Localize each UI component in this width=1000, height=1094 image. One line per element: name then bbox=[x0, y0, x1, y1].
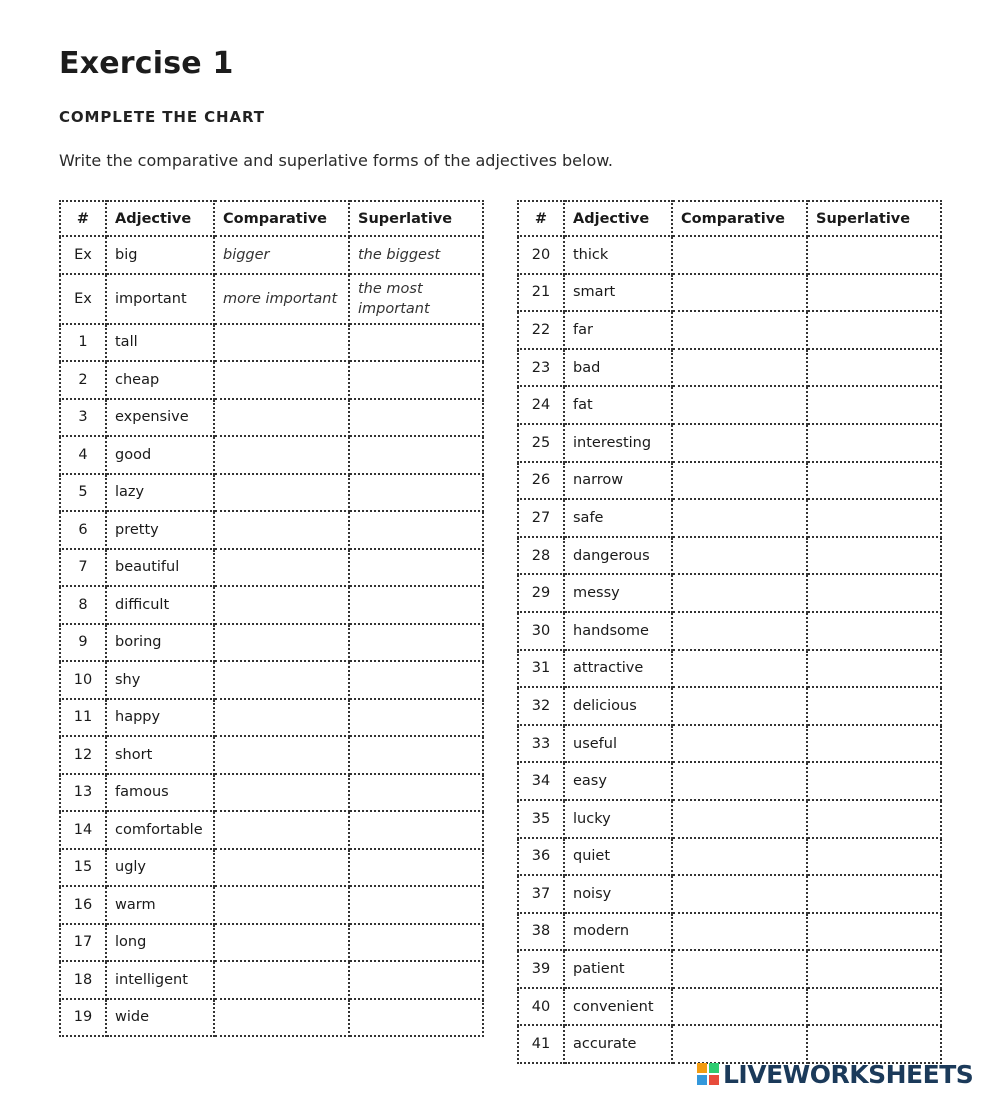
superlative-input[interactable] bbox=[807, 537, 941, 575]
adjective-cell: bad bbox=[564, 349, 672, 387]
header-row bbox=[518, 201, 941, 236]
superlative-input[interactable] bbox=[807, 650, 941, 688]
superlative-input[interactable] bbox=[349, 774, 483, 812]
table-row bbox=[60, 736, 483, 774]
row-number: 20 bbox=[518, 236, 564, 274]
comparative-input[interactable] bbox=[214, 736, 349, 774]
table-row bbox=[60, 886, 483, 924]
adjective-cell: boring bbox=[106, 624, 214, 662]
adjective-cell: narrow bbox=[564, 462, 672, 500]
adjective-cell: delicious bbox=[564, 687, 672, 725]
table-row bbox=[60, 436, 483, 474]
comparative-input[interactable] bbox=[672, 574, 807, 612]
comparative-input[interactable] bbox=[672, 424, 807, 462]
page-title: Exercise 1 bbox=[59, 46, 234, 81]
comparative-input[interactable] bbox=[672, 950, 807, 988]
comparative-input[interactable] bbox=[672, 612, 807, 650]
column-header-comparative: Comparative bbox=[214, 201, 349, 236]
superlative-input[interactable] bbox=[349, 324, 483, 362]
table-row bbox=[60, 811, 483, 849]
row-number: 14 bbox=[60, 811, 106, 849]
liveworksheets-logo bbox=[697, 1058, 973, 1090]
comparative-answer: more important bbox=[214, 274, 349, 324]
table-row bbox=[518, 762, 941, 800]
superlative-input[interactable] bbox=[349, 436, 483, 474]
table-row bbox=[518, 875, 941, 913]
adjective-chart-left bbox=[59, 200, 484, 1037]
row-number: 30 bbox=[518, 612, 564, 650]
superlative-input[interactable] bbox=[349, 549, 483, 587]
column-header-num: # bbox=[518, 201, 564, 236]
row-number: 4 bbox=[60, 436, 106, 474]
adjective-cell: messy bbox=[564, 574, 672, 612]
row-number: 21 bbox=[518, 274, 564, 312]
table-row bbox=[518, 386, 941, 424]
table-row bbox=[518, 838, 941, 876]
row-number: 37 bbox=[518, 875, 564, 913]
row-number: 5 bbox=[60, 474, 106, 512]
adjective-cell: intelligent bbox=[106, 961, 214, 999]
adjective-cell: accurate bbox=[564, 1025, 672, 1063]
column-header-superlative: Superlative bbox=[349, 201, 483, 236]
adjective-cell: attractive bbox=[564, 650, 672, 688]
table-row bbox=[60, 361, 483, 399]
adjective-cell: convenient bbox=[564, 988, 672, 1026]
comparative-input[interactable] bbox=[672, 762, 807, 800]
comparative-input[interactable] bbox=[672, 725, 807, 763]
table-row bbox=[518, 612, 941, 650]
table-row bbox=[60, 774, 483, 812]
comparative-input[interactable] bbox=[214, 661, 349, 699]
row-number: 1 bbox=[60, 324, 106, 362]
superlative-input[interactable] bbox=[807, 800, 941, 838]
row-number: 31 bbox=[518, 650, 564, 688]
comparative-input[interactable] bbox=[672, 462, 807, 500]
table-row bbox=[518, 462, 941, 500]
superlative-input[interactable] bbox=[807, 838, 941, 876]
comparative-input[interactable] bbox=[214, 886, 349, 924]
comparative-input[interactable] bbox=[672, 386, 807, 424]
adjective-cell: shy bbox=[106, 661, 214, 699]
row-number: 12 bbox=[60, 736, 106, 774]
comparative-input[interactable] bbox=[672, 537, 807, 575]
row-number: Ex bbox=[60, 236, 106, 274]
table-row bbox=[518, 499, 941, 537]
adjective-cell: big bbox=[106, 236, 214, 274]
column-header-adjective: Adjective bbox=[564, 201, 672, 236]
table-row bbox=[518, 574, 941, 612]
row-number: 15 bbox=[60, 849, 106, 887]
comparative-input[interactable] bbox=[214, 961, 349, 999]
comparative-input[interactable] bbox=[214, 811, 349, 849]
adjective-cell: noisy bbox=[564, 875, 672, 913]
comparative-input[interactable] bbox=[214, 924, 349, 962]
adjective-cell: famous bbox=[106, 774, 214, 812]
superlative-input[interactable] bbox=[349, 474, 483, 512]
comparative-input[interactable] bbox=[214, 699, 349, 737]
superlative-input[interactable] bbox=[349, 849, 483, 887]
superlative-input[interactable] bbox=[349, 699, 483, 737]
column-header-superlative: Superlative bbox=[807, 201, 941, 236]
superlative-input[interactable] bbox=[349, 624, 483, 662]
comparative-input[interactable] bbox=[214, 624, 349, 662]
adjective-cell: good bbox=[106, 436, 214, 474]
table-row bbox=[60, 324, 483, 362]
adjective-cell: easy bbox=[564, 762, 672, 800]
superlative-input[interactable] bbox=[807, 950, 941, 988]
table-row bbox=[518, 424, 941, 462]
superlative-input[interactable] bbox=[349, 961, 483, 999]
adjective-cell: modern bbox=[564, 913, 672, 951]
row-number: 41 bbox=[518, 1025, 564, 1063]
row-number: 18 bbox=[60, 961, 106, 999]
adjective-cell: dangerous bbox=[564, 537, 672, 575]
adjective-chart-right bbox=[517, 200, 942, 1064]
table-row bbox=[518, 913, 941, 951]
table-row bbox=[60, 999, 483, 1037]
row-number: 7 bbox=[60, 549, 106, 587]
adjective-cell: handsome bbox=[564, 612, 672, 650]
comparative-input[interactable] bbox=[672, 274, 807, 312]
table-row bbox=[60, 849, 483, 887]
adjective-cell: important bbox=[106, 274, 214, 324]
adjective-cell: lazy bbox=[106, 474, 214, 512]
column-header-num: # bbox=[60, 201, 106, 236]
superlative-input[interactable] bbox=[807, 424, 941, 462]
superlative-input[interactable] bbox=[349, 399, 483, 437]
table-row bbox=[518, 537, 941, 575]
adjective-cell: tall bbox=[106, 324, 214, 362]
table-row bbox=[60, 511, 483, 549]
comparative-input[interactable] bbox=[672, 800, 807, 838]
comparative-input[interactable] bbox=[214, 511, 349, 549]
comparative-input[interactable] bbox=[214, 999, 349, 1037]
table-row bbox=[518, 650, 941, 688]
superlative-input[interactable] bbox=[807, 687, 941, 725]
superlative-input[interactable] bbox=[349, 924, 483, 962]
comparative-input[interactable] bbox=[672, 875, 807, 913]
comparative-input[interactable] bbox=[672, 311, 807, 349]
table-row bbox=[518, 950, 941, 988]
adjective-cell: quiet bbox=[564, 838, 672, 876]
comparative-input[interactable] bbox=[672, 913, 807, 951]
row-number: 10 bbox=[60, 661, 106, 699]
comparative-answer: bigger bbox=[214, 236, 349, 274]
table-row bbox=[60, 586, 483, 624]
adjective-cell: difficult bbox=[106, 586, 214, 624]
superlative-input[interactable] bbox=[349, 736, 483, 774]
row-number: 25 bbox=[518, 424, 564, 462]
table-row bbox=[518, 236, 941, 274]
comparative-input[interactable] bbox=[672, 236, 807, 274]
superlative-input[interactable] bbox=[807, 274, 941, 312]
table-row bbox=[518, 349, 941, 387]
comparative-input[interactable] bbox=[672, 838, 807, 876]
example-row bbox=[60, 236, 483, 274]
adjective-cell: far bbox=[564, 311, 672, 349]
row-number: 35 bbox=[518, 800, 564, 838]
row-number: 33 bbox=[518, 725, 564, 763]
superlative-input[interactable] bbox=[807, 499, 941, 537]
comparative-input[interactable] bbox=[214, 361, 349, 399]
table-row bbox=[60, 961, 483, 999]
adjective-cell: interesting bbox=[564, 424, 672, 462]
table-row bbox=[518, 725, 941, 763]
adjective-cell: patient bbox=[564, 950, 672, 988]
table-row bbox=[60, 699, 483, 737]
comparative-input[interactable] bbox=[214, 324, 349, 362]
logo-block bbox=[709, 1075, 719, 1085]
adjective-cell: thick bbox=[564, 236, 672, 274]
superlative-input[interactable] bbox=[807, 462, 941, 500]
superlative-input[interactable] bbox=[807, 875, 941, 913]
row-number: 34 bbox=[518, 762, 564, 800]
comparative-input[interactable] bbox=[672, 499, 807, 537]
table-row bbox=[60, 399, 483, 437]
comparative-input[interactable] bbox=[214, 586, 349, 624]
superlative-input[interactable] bbox=[349, 661, 483, 699]
adjective-cell: comfortable bbox=[106, 811, 214, 849]
superlative-answer: the biggest bbox=[349, 236, 483, 274]
adjective-cell: short bbox=[106, 736, 214, 774]
table-row bbox=[60, 474, 483, 512]
row-number: 32 bbox=[518, 687, 564, 725]
adjective-cell: safe bbox=[564, 499, 672, 537]
table-row bbox=[518, 687, 941, 725]
superlative-input[interactable] bbox=[807, 913, 941, 951]
row-number: 11 bbox=[60, 699, 106, 737]
superlative-input[interactable] bbox=[807, 762, 941, 800]
table-row bbox=[518, 988, 941, 1026]
comparative-input[interactable] bbox=[672, 687, 807, 725]
superlative-input[interactable] bbox=[807, 725, 941, 763]
superlative-input[interactable] bbox=[349, 511, 483, 549]
adjective-cell: cheap bbox=[106, 361, 214, 399]
comparative-input[interactable] bbox=[672, 650, 807, 688]
table-row bbox=[60, 624, 483, 662]
logo-block bbox=[697, 1075, 707, 1085]
superlative-input[interactable] bbox=[807, 349, 941, 387]
header-row bbox=[60, 201, 483, 236]
instructions-text: Write the comparative and superlative forms of the adjectives below. bbox=[59, 151, 613, 170]
adjective-cell: wide bbox=[106, 999, 214, 1037]
row-number: 6 bbox=[60, 511, 106, 549]
adjective-cell: expensive bbox=[106, 399, 214, 437]
comparative-input[interactable] bbox=[214, 849, 349, 887]
comparative-input[interactable] bbox=[214, 474, 349, 512]
comparative-input[interactable] bbox=[672, 988, 807, 1026]
row-number: 40 bbox=[518, 988, 564, 1026]
row-number: 22 bbox=[518, 311, 564, 349]
adjective-cell: happy bbox=[106, 699, 214, 737]
row-number: Ex bbox=[60, 274, 106, 324]
superlative-input[interactable] bbox=[349, 999, 483, 1037]
superlative-input[interactable] bbox=[349, 811, 483, 849]
superlative-input[interactable] bbox=[349, 886, 483, 924]
table-row bbox=[60, 924, 483, 962]
superlative-input[interactable] bbox=[807, 988, 941, 1026]
row-number: 26 bbox=[518, 462, 564, 500]
superlative-input[interactable] bbox=[807, 386, 941, 424]
logo-text: LIVEWORKSHEETS bbox=[723, 1059, 974, 1089]
column-header-comparative: Comparative bbox=[672, 201, 807, 236]
column-header-adjective: Adjective bbox=[106, 201, 214, 236]
row-number: 24 bbox=[518, 386, 564, 424]
adjective-cell: warm bbox=[106, 886, 214, 924]
row-number: 29 bbox=[518, 574, 564, 612]
comparative-input[interactable] bbox=[214, 549, 349, 587]
example-row bbox=[60, 274, 483, 324]
row-number: 39 bbox=[518, 950, 564, 988]
adjective-cell: beautiful bbox=[106, 549, 214, 587]
row-number: 9 bbox=[60, 624, 106, 662]
adjective-cell: ugly bbox=[106, 849, 214, 887]
logo-block bbox=[697, 1063, 707, 1073]
superlative-input[interactable] bbox=[349, 361, 483, 399]
row-number: 17 bbox=[60, 924, 106, 962]
adjective-cell: long bbox=[106, 924, 214, 962]
logo-block bbox=[709, 1063, 719, 1073]
adjective-cell: pretty bbox=[106, 511, 214, 549]
adjective-cell: fat bbox=[564, 386, 672, 424]
row-number: 19 bbox=[60, 999, 106, 1037]
row-number: 13 bbox=[60, 774, 106, 812]
table-row bbox=[60, 661, 483, 699]
table-row bbox=[518, 800, 941, 838]
superlative-input[interactable] bbox=[349, 586, 483, 624]
row-number: 8 bbox=[60, 586, 106, 624]
comparative-input[interactable] bbox=[214, 436, 349, 474]
comparative-input[interactable] bbox=[672, 349, 807, 387]
table-row bbox=[518, 274, 941, 312]
superlative-input[interactable] bbox=[807, 612, 941, 650]
row-number: 23 bbox=[518, 349, 564, 387]
logo-blocks-icon bbox=[697, 1063, 719, 1085]
table-row bbox=[518, 311, 941, 349]
row-number: 16 bbox=[60, 886, 106, 924]
section-subtitle: COMPLETE THE CHART bbox=[59, 108, 265, 126]
comparative-input[interactable] bbox=[214, 399, 349, 437]
superlative-input[interactable] bbox=[807, 311, 941, 349]
row-number: 3 bbox=[60, 399, 106, 437]
adjective-cell: smart bbox=[564, 274, 672, 312]
adjective-cell: lucky bbox=[564, 800, 672, 838]
superlative-input[interactable] bbox=[807, 236, 941, 274]
superlative-input[interactable] bbox=[807, 574, 941, 612]
table-row bbox=[60, 549, 483, 587]
row-number: 27 bbox=[518, 499, 564, 537]
row-number: 28 bbox=[518, 537, 564, 575]
adjective-cell: useful bbox=[564, 725, 672, 763]
row-number: 38 bbox=[518, 913, 564, 951]
row-number: 2 bbox=[60, 361, 106, 399]
superlative-answer: the most important bbox=[349, 274, 483, 324]
row-number: 36 bbox=[518, 838, 564, 876]
comparative-input[interactable] bbox=[214, 774, 349, 812]
